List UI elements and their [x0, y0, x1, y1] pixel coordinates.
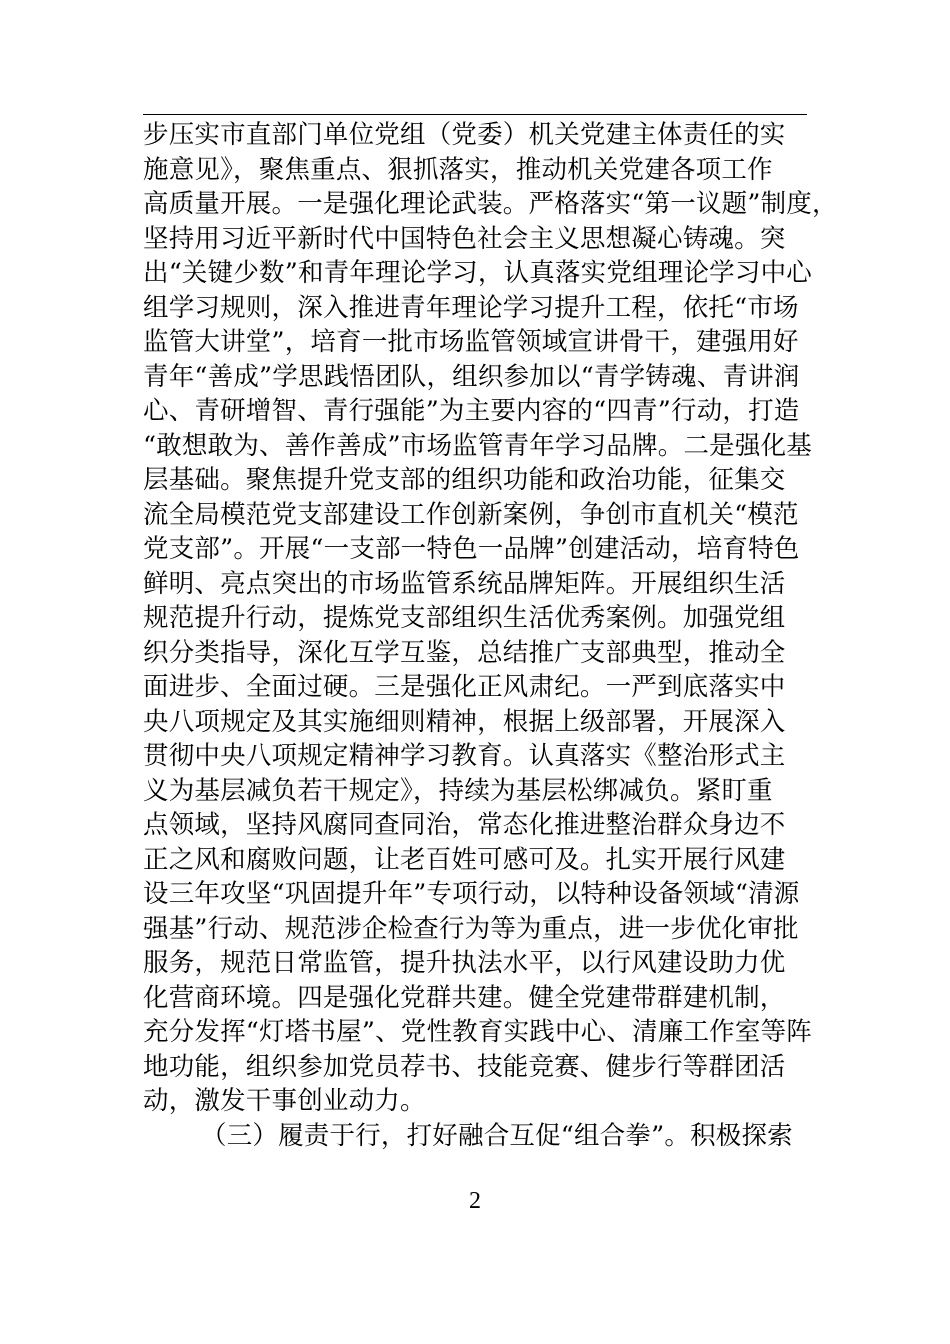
- text-line: 织分类指导，深化互学互鉴，总结推广支部典型，推动全: [143, 637, 786, 668]
- text-line: 流全局模范党支部建设工作创新案例，争创市直机关“模范: [143, 499, 799, 530]
- text-line: 设三年攻坚“巩固提升年”专项行动，以特种设备领域“清源: [143, 879, 800, 909]
- section-heading-line: （三）履责于行，打好融合互促“组合拳”。积极探索: [201, 1120, 793, 1151]
- text-line: 党支部”。开展“一支部一特色一品牌”创建活动，培育特色: [143, 534, 800, 564]
- text-line: 步压实市直部门单位党组（党委）机关党建主体责任的实: [143, 120, 786, 150]
- text-line: 出“关键少数”和青年理论学习，认真落实党组理论学习中心: [143, 258, 812, 288]
- text-line: 心、青研增智、青行强能”为主要内容的“四青”行动，打造: [143, 396, 800, 426]
- text-line: 面进步、全面过硬。三是强化正风肃纪。一严到底落实中: [143, 672, 786, 702]
- text-line: 鲜明、亮点突出的市场监管系统品牌矩阵。开展组织生活: [143, 568, 786, 599]
- page-number: 2: [469, 1188, 481, 1214]
- header-rule: [143, 114, 807, 115]
- text-line: 高质量开展。一是强化理论武装。严格落实“第一议题”制度，: [143, 189, 838, 219]
- text-line: 服务，规范日常监管，提升执法水平，以行风建设助力优: [143, 948, 786, 978]
- text-line: 化营商环境。四是强化党群共建。健全党建带群建机制，: [143, 982, 786, 1013]
- text-line: 正之风和腐败问题，让老百姓可感可及。扎实开展行风建: [143, 844, 786, 875]
- text-line: 强基”行动、规范涉企检查行为等为重点，进一步优化审批: [143, 913, 799, 944]
- text-line: 义为基层减负若干规定》，持续为基层松绑减负。紧盯重: [143, 775, 773, 806]
- text-line: 点领域，坚持风腐同查同治，常态化推进整治群众身边不: [143, 810, 786, 840]
- text-line: 组学习规则，深入推进青年理论学习提升工程，依托“市场: [143, 292, 799, 323]
- text-line: 层基础。聚焦提升党支部的组织功能和政治功能，征集交: [143, 465, 786, 495]
- text-line: 央八项规定及其实施细则精神，根据上级部署，开展深入: [143, 706, 786, 737]
- text-line: 坚持用习近平新时代中国特色社会主义思想凝心铸魂。突: [143, 223, 786, 254]
- text-line: 充分发挥“灯塔书屋”、党性教育实践中心、清廉工作室等阵: [143, 1017, 812, 1047]
- text-line: “敢想敢为、善作善成”市场监管青年学习品牌。二是强化基: [143, 430, 812, 461]
- text-line: 地功能，组织参加党员荐书、技能竞赛、健步行等群团活: [143, 1051, 786, 1082]
- text-line: 施意见》，聚焦重点、狠抓落实，推动机关党建各项工作: [143, 154, 773, 185]
- body-text: [143, 118, 838, 1153]
- text-line: 规范提升行动，提炼党支部组织生活优秀案例。加强党组: [143, 603, 786, 633]
- text-line: 动，激发干事创业动力。: [143, 1086, 426, 1116]
- text-line: 青年“善成”学思践悟团队，组织参加以“青学铸魂、青讲润: [143, 361, 800, 392]
- text-line: 贯彻中央八项规定精神学习教育。认真落实《整治形式主: [143, 741, 786, 771]
- text-line: 监管大讲堂”，培育一批市场监管领域宣讲骨干，建强用好: [143, 327, 799, 357]
